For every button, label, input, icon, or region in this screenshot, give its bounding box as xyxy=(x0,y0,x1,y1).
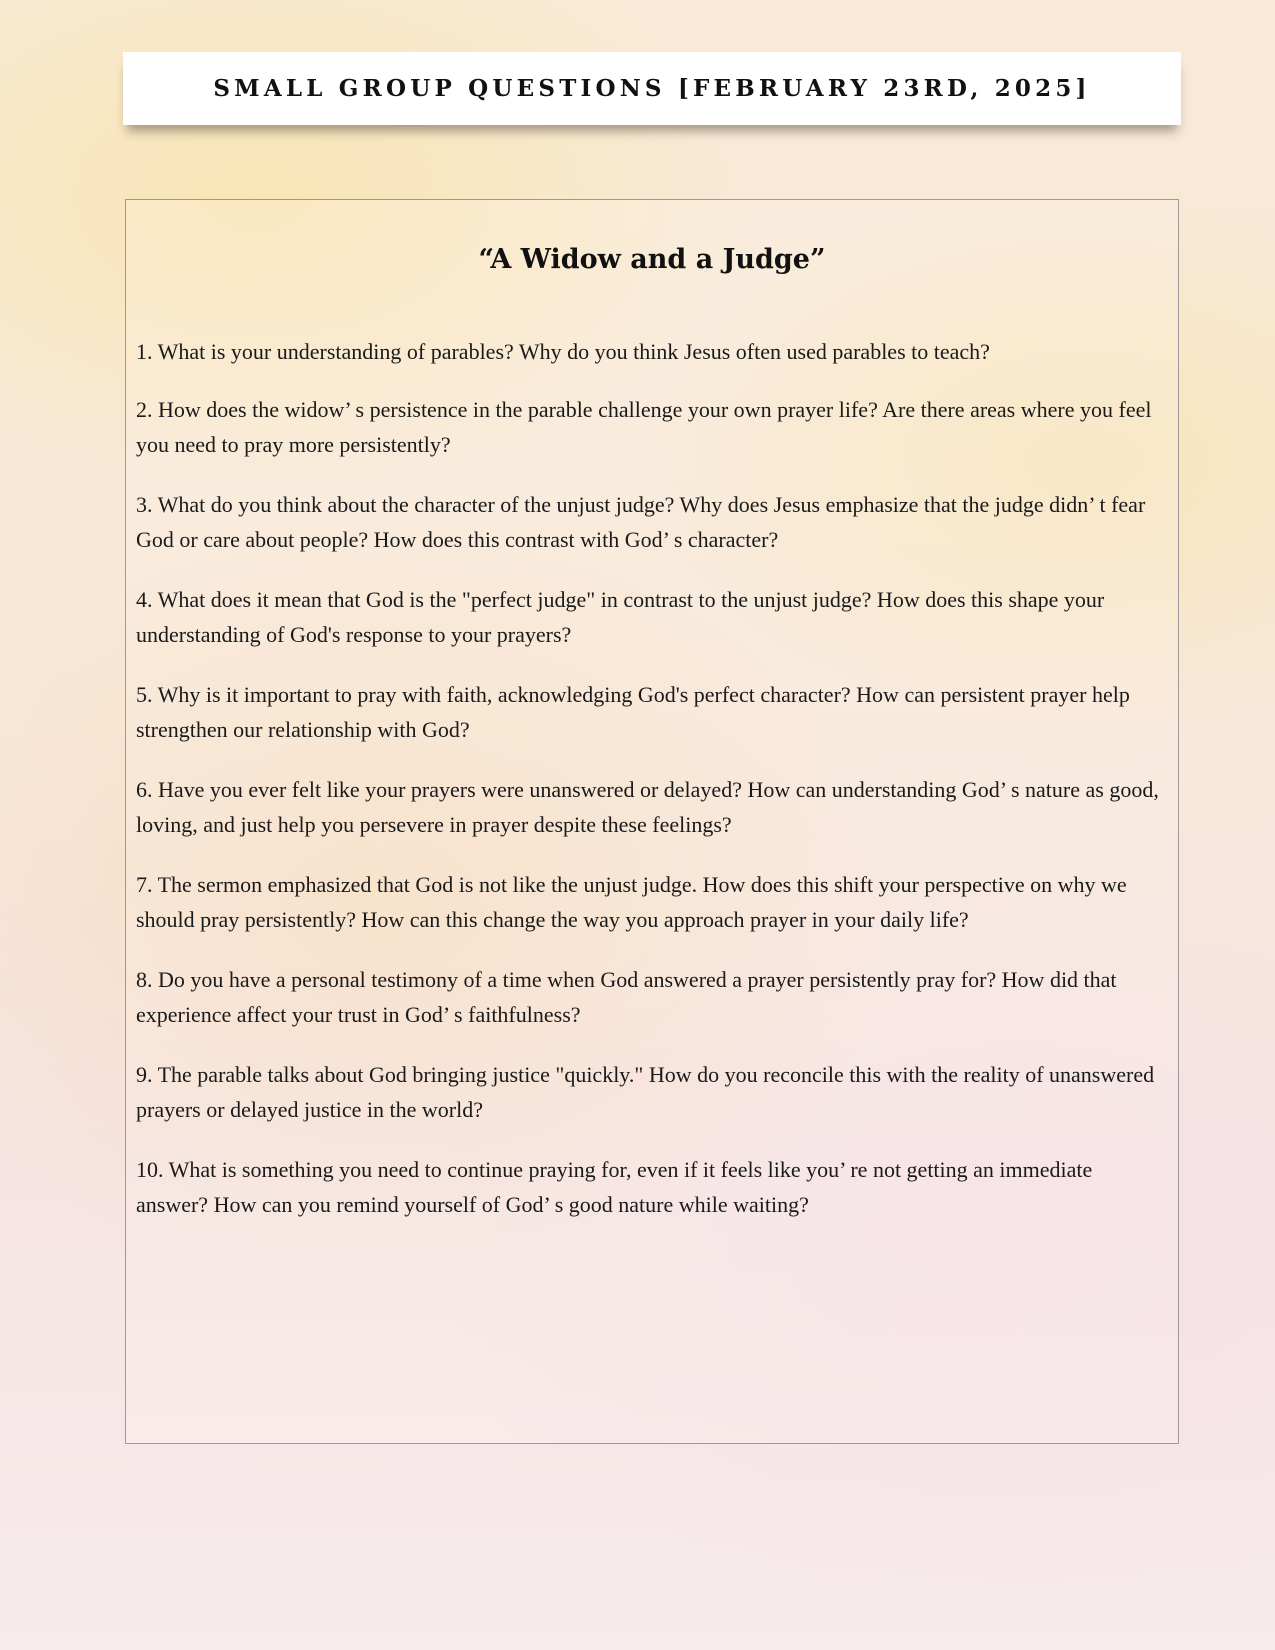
sermon-title: “A Widow and a Judge” xyxy=(478,244,826,275)
question-item: 5. Why is it important to pray with faith, acknowledging God's perfect character? How can persistent prayer help strengthen our relationship with God? xyxy=(136,682,1130,742)
header-banner xyxy=(123,52,1181,125)
question-item: 2. How does the widow’ s persistence in the parable challenge your own prayer life? Are there areas where you feel you need to pray more persistently? xyxy=(136,397,1152,457)
question-item: 3. What do you think about the character of the unjust judge? Why does Jesus emphasize that the judge didn’ t fear God or care about people? How does this contrast with God’ s character? xyxy=(136,492,1146,552)
question-item: 1. What is your understanding of parables? Why do you think Jesus often used parables to teach? xyxy=(136,339,990,364)
question-item: 8. Do you have a personal testimony of a time when God answered a prayer persistently pray for? How did that experience affect your trust in God’ s faithfulness? xyxy=(136,967,1117,1027)
question-list xyxy=(136,334,1164,1222)
question-item: 6. Have you ever felt like your prayers were unanswered or delayed? How can understanding God’ s nature as good, loving, and just help you persevere in prayer despite these feelings? xyxy=(136,777,1159,837)
question-item: 10. What is something you need to continue praying for, even if it feels like you’ re not getting an immediate answer? How can you remind yourself of God’ s good nature while waiting? xyxy=(136,1157,1093,1217)
question-item: 4. What does it mean that God is the "perfect judge" in contrast to the unjust judge? How does this shape your understanding of God's response to your prayers? xyxy=(136,587,1105,647)
page-title: SMALL GROUP QUESTIONS [FEBRUARY 23RD, 2025] xyxy=(213,75,1091,102)
question-item: 7. The sermon emphasized that God is not like the unjust judge. How does this shift your perspective on why we should pray persistently? How can this change the way you approach prayer in your daily life? xyxy=(136,872,1127,932)
question-item: 9. The parable talks about God bringing justice "quickly." How do you reconcile this with the reality of unanswered prayers or delayed justice in the world? xyxy=(136,1062,1155,1122)
questions-box xyxy=(125,199,1179,1444)
